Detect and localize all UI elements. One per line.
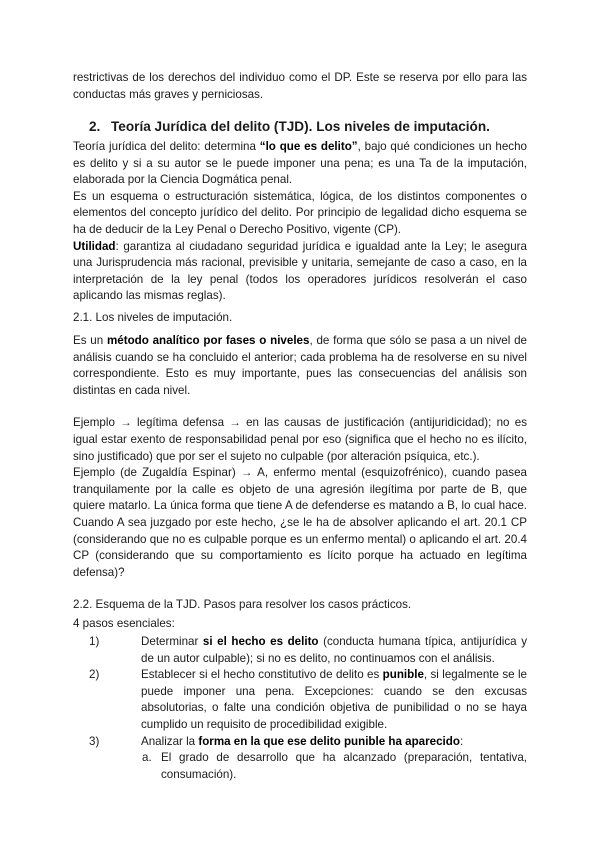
definition-block <box>73 139 527 305</box>
utility-paragraph <box>73 239 527 305</box>
utility-label: Utilidad <box>73 239 116 253</box>
list-item-number: 3) <box>89 734 100 748</box>
definition-text-end: , bajo qué condiciones un hecho es delito y si a su autor se le puede imponer una pena; es una Ta de la imputación, elaborada por la Ciencia Dogmática penal. <box>73 140 528 187</box>
method-text-end: , de forma que sólo se pasa a un nivel de análisis cuando se ha concluido el anterior; cada problema ha de resolverse en su nivel correspondiente. Esto es muy importante, pues las consecuencias del análisis son distintas en cada nivel. <box>73 334 527 397</box>
list-item-text: Establecer si el hecho constitutivo de delito es <box>141 668 383 682</box>
subsection-1-title-text: 2.1. Los niveles de imputación. <box>73 311 233 324</box>
sub-list-item <box>73 750 527 783</box>
list-item-emphasis: punible <box>382 668 424 682</box>
list-item-text: Determinar <box>141 635 203 648</box>
scheme-text: Es un esquema o estructuración sistemática, lógica, de los distintos componentes o elementos del concepto jurídico del delito. Por principio de legalidad dicho esquema se ha de deducir de la Ley Penal o Derecho Positivo, vigente (CP). <box>73 189 527 236</box>
list-item-number: 2) <box>89 668 100 682</box>
section-title: Teoría Jurídica del delito (TJD). Los niveles de imputación. <box>111 119 490 134</box>
section-heading <box>89 117 529 137</box>
definition-emphasis: “lo que es delito” <box>259 140 358 153</box>
list-item <box>73 667 527 733</box>
definition-text-start: Teoría jurídica del delito: determina <box>73 140 260 153</box>
steps-list <box>73 634 527 783</box>
steps-lead-text: 4 pasos esenciales: <box>73 617 175 630</box>
list-item <box>73 634 527 667</box>
section-number: 2. <box>89 119 101 134</box>
list-item-number: 1) <box>89 635 100 648</box>
example-1-paragraph <box>73 415 527 465</box>
intro-paragraph <box>73 70 527 103</box>
intro-text: restrictivas de los derechos del individuo como el DP. Este se reserva por ello para las conductas más graves y perniciosas. <box>73 71 527 101</box>
subsection-1-title <box>73 310 527 327</box>
spacer <box>73 399 527 415</box>
list-item-text: , si legalmente se le puede imponer una pena. Excepciones: cuando se den excusas absolutorias, o falte una condición objetiva de punibilidad o no se haya cumplido un requisito de procedibilidad exigible. <box>141 668 527 731</box>
subsection-2-title-text: 2.2. Esquema de la TJD. Pasos para resolver los casos prácticos. <box>73 598 412 611</box>
example-1-text: Ejemplo → legítima defensa → en las causas de justificación (antijuridicidad); no es igual estar exento de responsabilidad penal por eso (significa que el hecho no es ilícito, sino justificado) que por ser el sujeto no culpable (por alteración psíquica, etc.). <box>73 416 527 463</box>
list-item-emphasis: si el hecho es delito <box>202 635 319 648</box>
steps-lead <box>73 616 527 633</box>
list-item <box>73 734 527 751</box>
subsection-1-body <box>73 333 527 581</box>
definition-paragraph <box>73 139 527 189</box>
sub-list-item-letter: a. <box>142 751 152 765</box>
method-paragraph <box>73 333 527 399</box>
subsection-2-title <box>73 597 527 614</box>
sub-list-item-text: El grado de desarrollo que ha alcanzado (preparación, tentativa, consumación). <box>161 751 527 781</box>
list-item-text: (conducta humana típica, antijurídica y de un autor culpable); si no es delito, no continuamos con el análisis. <box>141 635 527 665</box>
method-emphasis: método analítico por fases o niveles <box>106 334 310 347</box>
list-item-text: : <box>459 734 464 748</box>
list-item-text: Analizar la <box>141 734 199 748</box>
example-2-text: Ejemplo (de Zugaldía Espinar) → A, enfermo mental (esquizofrénico), cuando pasea tranquilamente por la calle es objeto de una agresión ilegítima por parte de B, que quiere matarlo. La única forma que tiene A de defenderse es matando a B, lo cual hace. Cuando A sea juzgado por este hecho, ¿se le ha de absolver aplicando el art. 20.1 CP (considerando que no es culpable porque es un enfermo mental) o aplicando el art. 20.4 CP (considerando que su comportamiento es lícito porque ha actuado en legítima defensa)? <box>73 466 527 579</box>
list-item-emphasis: forma en la que ese delito punible ha aparecido <box>198 734 460 748</box>
scheme-paragraph <box>73 189 527 239</box>
utility-text: : garantiza al ciudadano seguridad jurídica e igualdad ante la Ley; le asegura una Jurisprudencia más racional, previsible y unitaria, semejante de caso a caso, en la interpretación de la ley penal (todos los operadores jurídicos resolverán el caso aplicando las mismas reglas). <box>73 239 527 303</box>
method-text-start: Es un <box>73 334 107 347</box>
example-2-paragraph <box>73 465 527 581</box>
